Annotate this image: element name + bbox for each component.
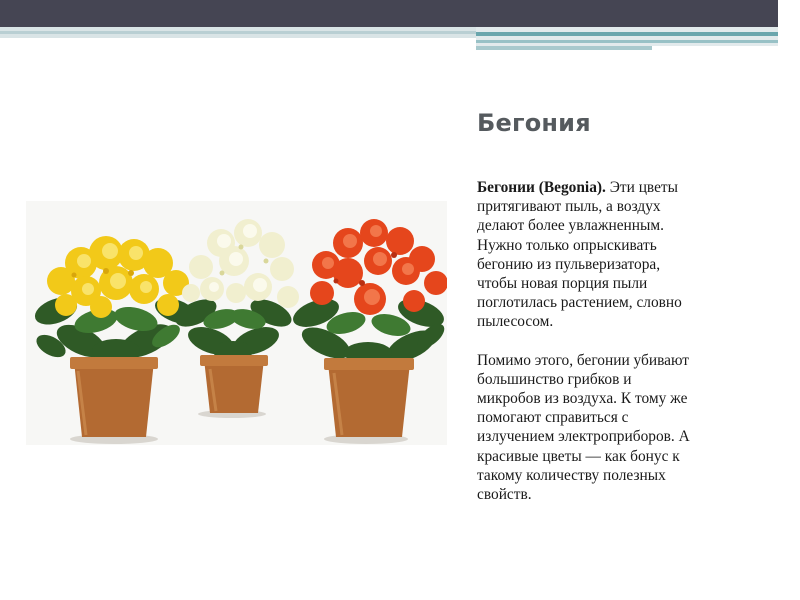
accent-stripe-short xyxy=(476,46,652,50)
paragraph-1 xyxy=(477,178,777,332)
header-bar xyxy=(0,0,778,27)
lead-phrase: Бегонии (Begonia). xyxy=(477,179,606,196)
slide-title: Бегония xyxy=(477,109,591,137)
paragraph-1-text: Эти цветы притягивают пыль, а воздух делают более увлажненным. Нужно только опрыскивать бегонию из пульверизатора, чтобы новая порция пыли поглотилась растением, словно пылесосом. xyxy=(477,179,682,331)
paragraph-2: Помимо этого, бегонии убивают большинство грибков и микробов из воздуха. К тому же помогают справиться с излучением электроприборов. А красивые цветы — как бонус к такому количеству полезных свойств. xyxy=(477,351,690,504)
slide-body xyxy=(477,178,777,504)
begonia-photo xyxy=(26,201,447,445)
accent-stripe-right xyxy=(476,27,778,46)
